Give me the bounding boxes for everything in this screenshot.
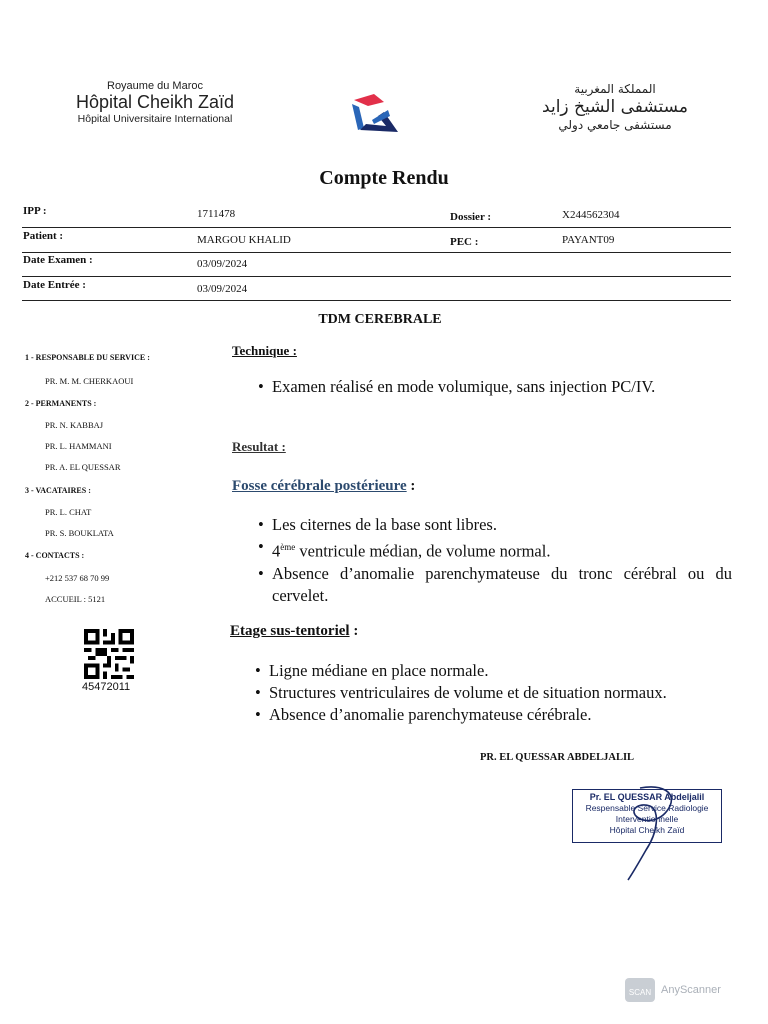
dossier-value: X244562304	[562, 209, 620, 221]
fosse-list	[258, 514, 732, 607]
hospital-name-ar: مستشفى الشيخ زايد	[542, 97, 688, 117]
list-item: • Examen réalisé en mode volumique, sans injection PC/IV.	[258, 376, 732, 398]
dossier-label: Dossier :	[450, 211, 492, 223]
hospital-logo-icon	[344, 90, 408, 140]
exam-title: TDM CEREBRALE	[318, 312, 442, 327]
list-item: • Les citernes de la base sont libres.	[258, 514, 732, 536]
sidebar-section-permanents: 2 - PERMANENTS :	[25, 399, 97, 408]
hospital-header-fr	[40, 80, 270, 125]
list-item: • Absence d’anomalie parenchymateuse cérébrale.	[255, 704, 729, 726]
fosse-heading	[232, 478, 415, 495]
ordinal-suffix: ème	[280, 542, 296, 552]
fosse-heading-text: Fosse cérébrale postérieure	[232, 478, 407, 494]
technique-list	[258, 376, 732, 398]
list-item: • Structures ventriculaires de volume et de situation normaux.	[255, 682, 729, 704]
hospital-header-ar	[500, 82, 730, 132]
sidebar-section-vacataires: 3 - VACATAIRES :	[25, 486, 91, 495]
sidebar-name: PR. L. HAMMANI	[45, 441, 112, 451]
contact-accueil: ACCUEIL : 5121	[45, 594, 106, 604]
technique-heading: Technique :	[232, 343, 297, 358]
sidebar-name: PR. M. M. CHERKAOUI	[45, 376, 134, 386]
qr-number: 45472011	[82, 681, 131, 693]
date-entree-label: Date Entrée :	[23, 279, 86, 291]
patient-label: Patient :	[23, 230, 64, 242]
field-divider	[22, 300, 731, 301]
kingdom-label: Royaume du Maroc	[107, 80, 203, 92]
stamp-hospital: Hôpital Cheikh Zaïd	[609, 825, 685, 835]
sidebar-name: PR. A. EL QUESSAR	[45, 462, 121, 472]
hospital-subtitle: Hôpital Universitaire International	[77, 113, 233, 125]
scanner-watermark	[625, 978, 721, 1002]
ipp-label: IPP :	[23, 205, 47, 217]
list-item: • Ligne médiane en place normale.	[255, 660, 729, 682]
scan-badge-icon: SCAN	[625, 978, 655, 1002]
pec-value: PAYANT09	[562, 234, 615, 246]
field-divider	[22, 227, 731, 228]
sidebar-name: PR. S. BOUKLATA	[45, 528, 114, 538]
stamp-dept: Interventionnelle	[615, 814, 679, 824]
watermark-text: AnyScanner	[661, 983, 721, 996]
field-divider	[22, 276, 731, 277]
list-item	[258, 536, 732, 563]
resultat-heading: Resultat :	[232, 439, 286, 454]
contact-phone: +212 537 68 70 99	[45, 573, 110, 583]
stamp-role: Respensable Service Radiologie	[585, 803, 709, 813]
date-entree-value: 03/09/2024	[197, 283, 248, 295]
ordinal-number: 4	[272, 541, 281, 561]
etage-heading	[230, 623, 358, 640]
sidebar-name: PR. N. KABBAJ	[45, 420, 104, 430]
handwritten-signature-icon	[600, 776, 690, 886]
list-item-text: ventricule médian, de volume normal.	[299, 541, 551, 561]
ipp-value: 1711478	[197, 208, 236, 220]
etage-list	[255, 660, 729, 726]
list-item: • Absence d’anomalie parenchymateuse du tronc cérébral ou du cervelet.	[258, 563, 732, 607]
sidebar-section-responsable: 1 - RESPONSABLE DU SERVICE :	[25, 353, 150, 362]
date-examen-label: Date Examen :	[23, 254, 93, 266]
hospital-name: Hôpital Cheikh Zaïd	[75, 92, 235, 112]
etage-heading-text: Etage sus-tentoriel	[230, 623, 350, 639]
field-divider	[22, 252, 731, 253]
qr-code-icon	[83, 629, 135, 679]
etage-heading-colon: :	[349, 623, 359, 639]
sidebar-section-contacts: 4 - CONTACTS :	[25, 551, 85, 560]
kingdom-label-ar: المملكة المغربية	[574, 82, 656, 96]
fosse-heading-colon: :	[406, 478, 416, 494]
pec-label: PEC :	[450, 236, 479, 248]
date-examen-value: 03/09/2024	[197, 258, 248, 270]
sidebar-name: PR. L. CHAT	[45, 507, 92, 517]
stamp-name: Pr. EL QUESSAR Abdeljalil	[589, 792, 705, 802]
patient-value: MARGOU KHALID	[197, 234, 291, 246]
hospital-subtitle-ar: مستشفى جامعي دولي	[558, 118, 672, 132]
page-title: Compte Rendu	[319, 167, 449, 189]
report-signer: PR. EL QUESSAR ABDELJALIL	[480, 752, 635, 763]
